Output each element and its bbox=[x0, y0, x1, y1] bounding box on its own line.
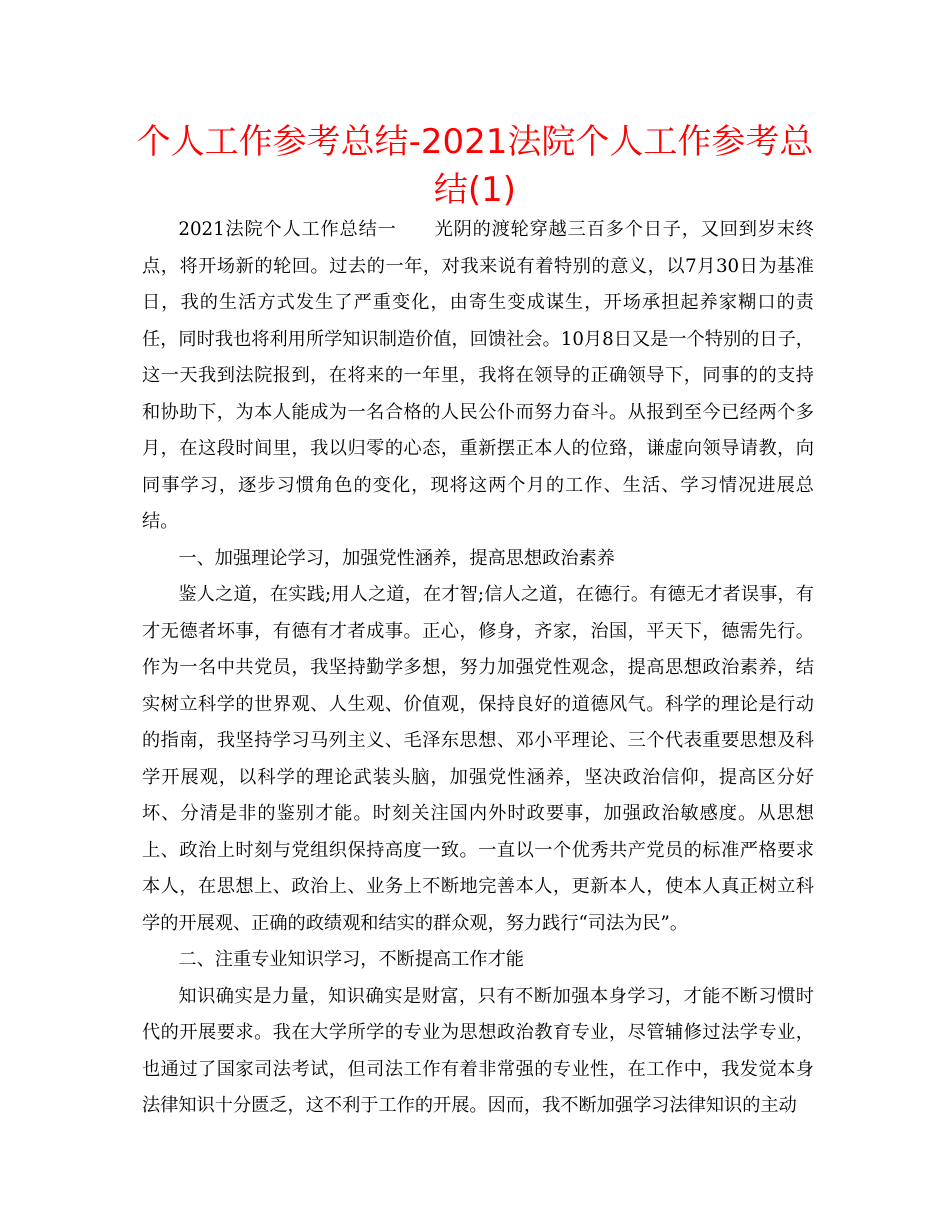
section-heading-1: 一、加强理论学习，加强党性涵养，提高思想政治素养 bbox=[178, 547, 615, 569]
paragraph-section-2: 知识确实是力量，知识确实是财富，只有不断加强本身学习，才能不断习惯时代的开展要求。我在大学所学的专业为思想政治教育专业，尽管辅修过法学专业，也通过了国家司法考试，但司法工作有着非常强的专业性，在工作中，我发觉本身法律知识十分匮乏，这不利于工作的开展。因而，我不断加强学习法律知识的主动 bbox=[142, 985, 814, 1116]
document-title: 个人工作参考总结-2021法院个人工作参考总结(1) bbox=[136, 122, 814, 210]
paragraph-intro: 2021法院个人工作总结一 光阴的渡轮穿越三百多个日子，又回到岁末终点，将开场新的轮回。过去的一年，对我来说有着特别的意义，以7月30日为基准日，我的生活方式发生了严重变化，由寄生变成谋生，开场承担起养家糊口的责任，同时我也将利用所学知识制造价值，回馈社会。10月8日又是一个特别的日子，这一天我到法院报到，在将来的一年里，我将在领导的正确领导下，同事的的支持和协助下，为本人能成为一名合格的人民公仆而努力奋斗。从报到至今已经两个多月，在这段时间里，我以归零的心态，重新摆正本人的位臵，谦虚向领导请教，向同事学习，逐步习惯角色的变化，现将这两个月的工作、生活、学习情况进展总结。 bbox=[142, 219, 814, 532]
document-body bbox=[142, 212, 814, 1125]
paragraph-section-1: 鉴人之道，在实践;用人之道，在才智;信人之道，在德行。有德无才者误事，有才无德者坏事，有德有才者成事。正心，修身，齐家，治国，平天下，德需先行。作为一名中共党员，我坚持勤学多想，努力加强党性观念，提高思想政治素养，结实树立科学的世界观、人生观、价值观，保持良好的道德风气。科学的理论是行动的指南，我坚持学习马列主义、毛泽东思想、邓小平理论、三个代表重要思想及科学开展观，以科学的理论武装头脑，加强党性涵养，坚决政治信仰，提高区分好坏、分清是非的鉴别才能。时刻关注国内外时政要事，加强政治敏感度。从思想上、政治上时刻与党组织保持高度一致。一直以一个优秀共产党员的标准严格要求本人，在思想上、政治上、业务上不断地完善本人，更新本人，使本人真正树立科学的开展观、正确的政绩观和结实的群众观，努力践行“司法为民”。 bbox=[142, 584, 814, 934]
section-heading-2: 二、注重专业知识学习，不断提高工作才能 bbox=[178, 949, 524, 970]
